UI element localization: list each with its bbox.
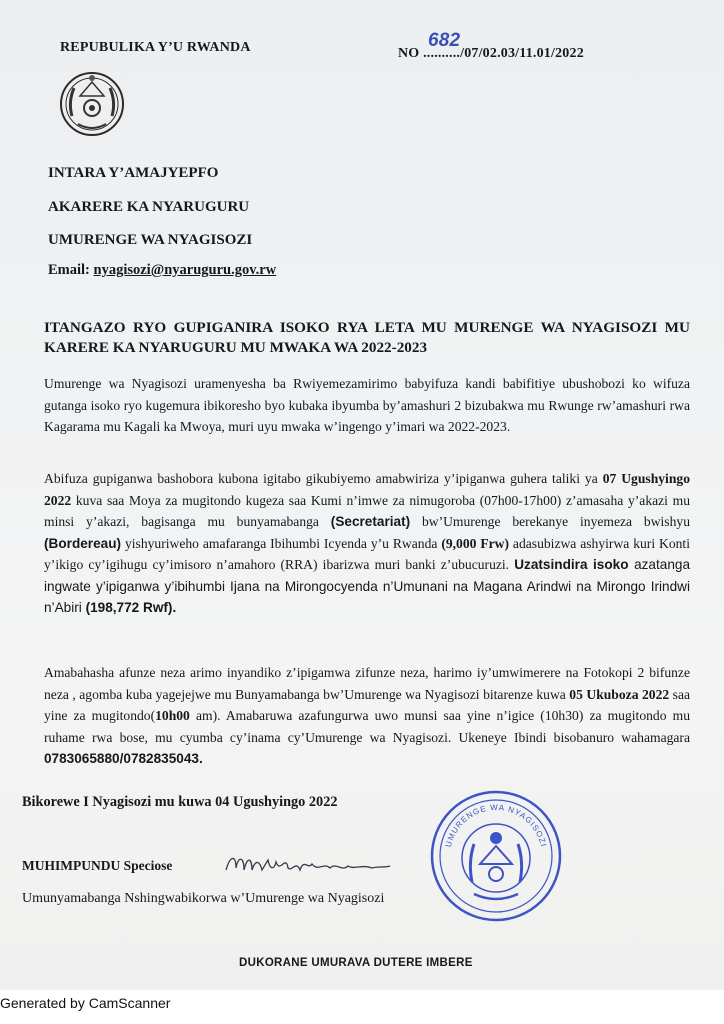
paragraph-submission <box>44 662 690 770</box>
p2-text-e: adasubizwa ashyirwa kuri Konti y’ikigo cy’igihugu cy’imisoro n’amahoro (RRA) ibarizwa muri banki z’ubucuruzi. <box>44 535 690 572</box>
reference-suffix: ./07/02.03/11.01/2022 <box>456 46 584 61</box>
sector-name: UMURENGE WA NYAGISOZI <box>48 232 253 248</box>
signature-scribble <box>222 848 392 880</box>
reference-prefix: NO ......... <box>398 46 457 61</box>
stamp-text: UMURENGE WA NYAGISOZI <box>443 802 549 849</box>
reference-number <box>398 30 584 62</box>
p3-deadline-time: 10h00 <box>155 708 190 723</box>
p3-deadline-date: 05 Ukuboza 2022 <box>569 686 670 702</box>
paragraph-intro: Umurenge wa Nyagisozi uramenyesha ba Rwiyemezamirimo babyifuza kandi babifitiye ubushobozi ko wifuza gutanga isoko ryo kugemura ibikoresho byo kubaka ibyumba by’amashuri 2 bizubakwa mu Rwunge rw’amashuri rwa Kagarama mu Kagali ka Mwoya, muri uyu mwaka w’ingengo y’imari wa 2022-2023. <box>44 376 690 434</box>
place-and-date: Bikorewe I Nyagisozi mu kuwa 04 Ugushyingo 2022 <box>22 794 338 810</box>
paragraph-bid-documents <box>44 468 690 619</box>
motto: DUKORANE UMURAVA DUTERE IMBERE <box>239 957 473 969</box>
p2-start-date: 07 Ugushyingo 2022 <box>44 471 690 508</box>
announcement-title: ITANGAZO RYO GUPIGANIRA ISOKO RYA LETA MU MURENGE WA NYAGISOZI MU KARERE KA NYARUGURU MU MWAKA WA 2022-2023 <box>44 319 690 356</box>
p2-text-c: bw’Umurenge berekanye inyemeza bwishyu <box>410 514 690 529</box>
signatory-name: MUHIMPUNDU Speciose <box>22 858 173 873</box>
p2-secretariat: (Secretariat) <box>330 514 411 529</box>
p3-text-c: am). Amabaruwa azafungurwa uwo munsi saa yine n’igice (10h30) za mugitondo mu ruhame rwa bose, mu cyumba cy’inama cy’Umurenge wa Nyagisozi. Ukeneye Ibindi bisobanuro wahamagara <box>44 708 690 745</box>
official-stamp <box>428 786 564 926</box>
p2-guarantee-amount: (198,772 Rwf). <box>85 600 177 615</box>
p2-text-f: azatanga ingwate y’ipiganwa y’ibihumbi Ijana na Mirongocyenda n’Umunani na Magana Arindwi na Mirongo Irindwi n’Abiri <box>44 557 691 615</box>
email-label: Email: <box>48 262 90 278</box>
signatory-role: Umunyamabanga Nshingwabikorwa w’Umurenge wa Nyagisozi <box>22 891 385 906</box>
district-name: AKARERE KA NYARUGURU <box>48 199 250 215</box>
province-name: INTARA Y’AMAJYEPFO <box>48 165 219 181</box>
p2-text-d: yishyuriweho amafaranga Ibihumbi Icyenda y’u Rwanda <box>121 535 442 551</box>
p2-text-a: Abifuza gupiganwa bashobora kubona igitabo gikubiyemo amabwiriza y’ipiganwa guhera taliki ya <box>44 471 603 486</box>
email-link[interactable]: nyagisozi@nyaruguru.gov.rw <box>93 262 277 278</box>
p2-winner: Uzatsindira isoko <box>514 557 629 572</box>
p2-text-b: kuva saa Moya za mugitondo kugeza saa Kumi n’imwe za nimugoroba (07h00-17h00) z’amasaha y’akazi mu minsi y’akazi, bagisanga mu bunyamabanga <box>44 492 690 529</box>
p3-text-a: Amabahasha afunze neza arimo inyandiko z’ipigamwa zifunze neza, harimo iy’umwimerere na Fotokopi 2 bifunze neza , agomba kuba yagejejwe mu Bunyamabanga bw’Umurenge wa Nyagisozi bitarenze kuwa <box>44 665 690 702</box>
republic-header: REPUBULIKA Y’U RWANDA <box>60 40 251 55</box>
p3-text-b: saa yine za mugitondo( <box>44 686 691 723</box>
p3-phone-numbers: 0783065880/0782835043. <box>44 751 203 766</box>
p2-bordereau: (Bordereau) <box>44 535 122 551</box>
camscanner-footer: Generated by CamScanner <box>0 995 171 1011</box>
p2-fee-amount: (9,000 Frw) <box>441 535 510 551</box>
reference-handwritten: 682 <box>428 30 461 51</box>
coat-of-arms-emblem <box>58 66 126 142</box>
email-line <box>48 262 276 279</box>
